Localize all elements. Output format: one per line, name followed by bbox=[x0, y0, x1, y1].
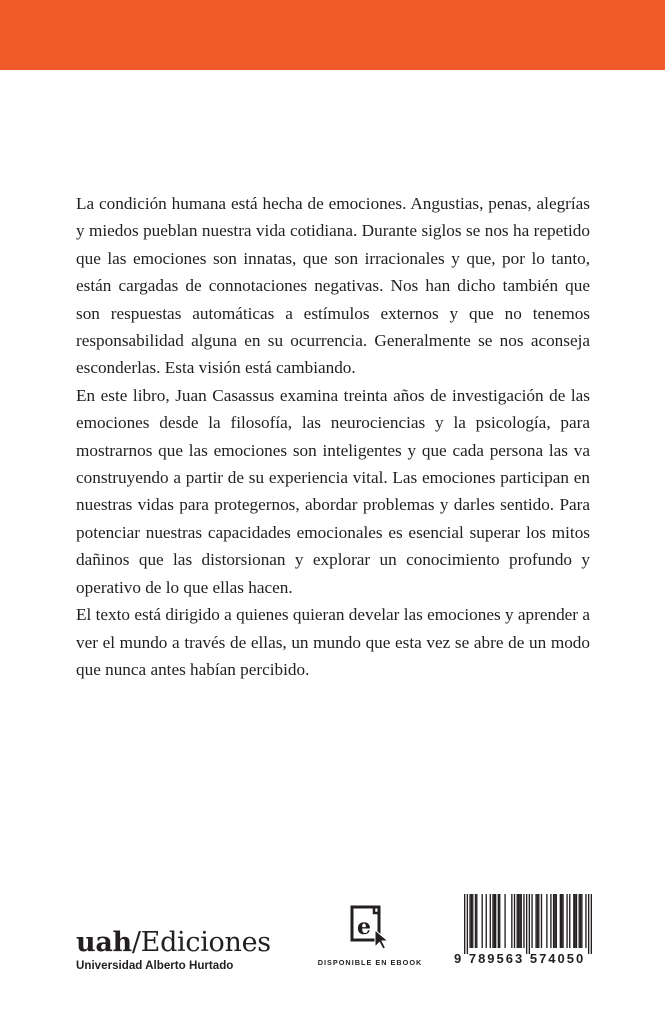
barcode-bar bbox=[464, 894, 465, 954]
barcode-bar bbox=[486, 894, 487, 948]
barcode-bar bbox=[521, 894, 522, 948]
barcode-bar bbox=[579, 894, 580, 948]
barcode-bar bbox=[475, 894, 476, 948]
barcode-bar bbox=[498, 894, 499, 948]
barcode-bar bbox=[517, 894, 518, 948]
ebook-label: DISPONIBLE EN EBOOK bbox=[317, 958, 423, 967]
barcode-bar bbox=[573, 894, 574, 948]
barcode-bar bbox=[492, 894, 493, 948]
ebook-badge bbox=[300, 905, 440, 967]
barcode-bar bbox=[574, 894, 575, 948]
barcode-bar bbox=[511, 894, 512, 948]
barcode-bar bbox=[490, 894, 491, 948]
barcode-bar bbox=[535, 894, 536, 948]
barcode-number: 9 789563 574050 bbox=[454, 951, 586, 966]
barcode-bar bbox=[482, 894, 483, 948]
barcode-bar bbox=[504, 894, 505, 948]
barcode-bar bbox=[560, 894, 561, 948]
barcode-bar bbox=[546, 894, 547, 948]
barcode-bar bbox=[495, 894, 496, 948]
publisher-wordmark-bold: uah bbox=[76, 927, 132, 958]
barcode-bar bbox=[526, 894, 527, 954]
barcode-bar bbox=[514, 894, 515, 948]
barcode-bar bbox=[523, 894, 524, 948]
barcode-bar bbox=[554, 894, 555, 948]
barcode-bar bbox=[550, 894, 551, 948]
barcode-bar bbox=[585, 894, 586, 948]
top-color-band bbox=[0, 0, 665, 70]
barcode-bar bbox=[537, 894, 538, 948]
barcode-bar bbox=[531, 894, 532, 948]
barcode-bar bbox=[576, 894, 577, 948]
barcode-bar bbox=[499, 894, 500, 948]
barcode-bar bbox=[561, 894, 562, 948]
barcode-bar bbox=[494, 894, 495, 948]
publisher-logo bbox=[76, 928, 276, 973]
publisher-wordmark bbox=[76, 928, 276, 958]
back-cover-blurb bbox=[76, 190, 590, 683]
barcode-bar bbox=[569, 894, 570, 948]
barcode-bar bbox=[553, 894, 554, 948]
publisher-university: Universidad Alberto Hurtado bbox=[76, 959, 234, 972]
blurb-paragraph-3: El texto está dirigido a quienes quieran develar las emociones y aprender a ver el mundo a través de ellas, un mundo que esta vez se abre de un modo que nunca antes habían percibido. bbox=[76, 605, 590, 679]
ebook-e-cursor-icon bbox=[350, 905, 390, 949]
blurb-paragraph-1: La condición humana está hecha de emociones. Angustias, penas, alegrías y miedos pueblan nuestra vida cotidiana. Durante siglos se nos ha repetido que las emociones son innatas, que son irracionales y que, por lo tanto, están cargadas de connotaciones negativas. Nos han dicho también que son respuestas automáticas a estímulos externos y que no tenemos responsabilidad alguna en su ocurrencia. Generalmente se nos aconseja esconderlas. Esta visión está cambiando. bbox=[76, 194, 590, 378]
barcode-bar bbox=[556, 894, 557, 948]
isbn-barcode bbox=[454, 894, 594, 968]
barcode-bar bbox=[471, 894, 472, 948]
publisher-wordmark-rest: /Ediciones bbox=[131, 927, 271, 958]
barcode-bar bbox=[476, 894, 477, 948]
barcode-bar bbox=[562, 894, 563, 948]
barcode-bar bbox=[519, 894, 520, 948]
blurb-paragraph-2: En este libro, Juan Casassus examina treinta años de investigación de las emociones desde la filosofía, las neurociencias y la psicología, para mostrarnos que las emociones son inteligentes y que cada persona las va construyendo a partir de su experiencia vital. Las emociones participan en nuestras vidas para protegernos, abordar problemas y darles sentido. Para potenciar nuestras capacidades emocionales es esencial superar los mitos dañinos que las distorsionan y explorar un conocimiento profundo y operativo de lo que ellas hacen. bbox=[76, 385, 590, 597]
barcode-bar bbox=[588, 894, 589, 954]
barcode-bar bbox=[566, 894, 567, 948]
barcode-bar bbox=[472, 894, 473, 948]
barcode-bar bbox=[518, 894, 519, 948]
barcode-bar bbox=[469, 894, 470, 948]
barcode-bars bbox=[464, 894, 592, 954]
barcode-bar bbox=[467, 894, 468, 954]
barcode-bar bbox=[529, 894, 530, 954]
barcode-bar bbox=[541, 894, 542, 948]
barcode-bar bbox=[580, 894, 581, 948]
barcode-bar bbox=[538, 894, 539, 948]
barcode-bar bbox=[591, 894, 592, 954]
svg-text:e: e bbox=[357, 914, 371, 940]
barcode-bar bbox=[581, 894, 582, 948]
